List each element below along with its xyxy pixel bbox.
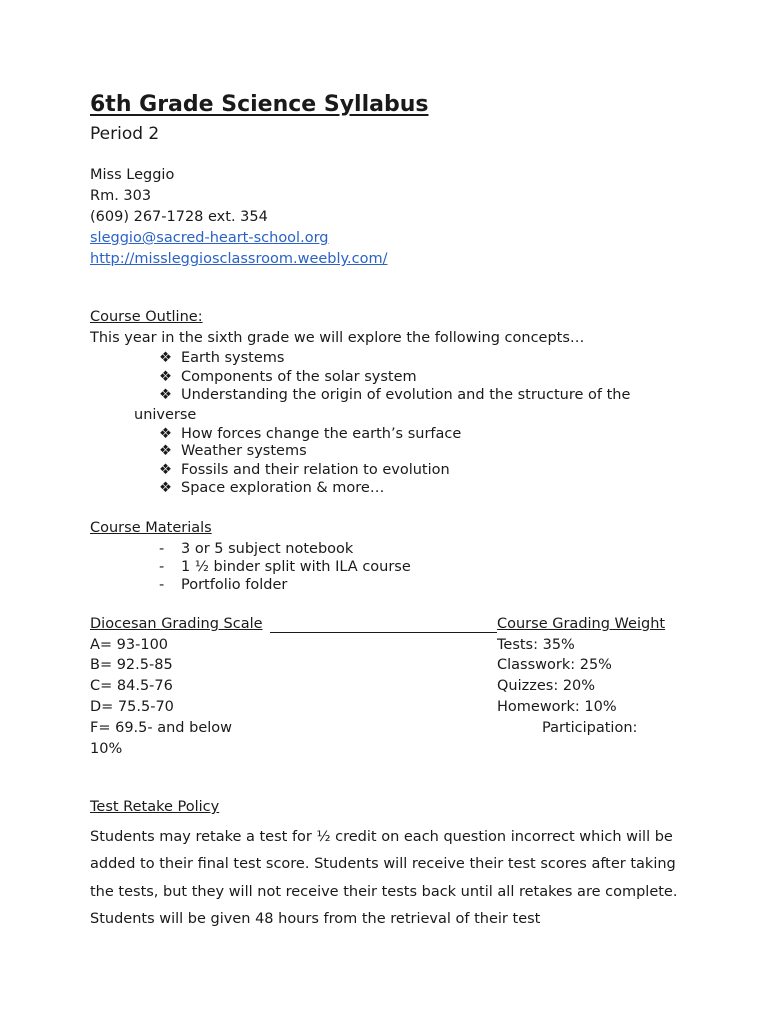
materials-item: - 1 ½ binder split with ILA course (159, 559, 411, 575)
document-title: 6th Grade Science Syllabus (90, 92, 429, 117)
grade-weight-row: Homework: 10% (497, 699, 617, 715)
heading-underline-rule (270, 632, 497, 633)
grade-weight-row: Participation: (542, 720, 638, 736)
course-outline-intro: This year in the sixth grade we will explore the following concepts… (90, 330, 585, 346)
grading-weight-heading: Course Grading Weight (497, 616, 666, 632)
grade-weight-row: Quizzes: 20% (497, 678, 596, 694)
outline-item: ❖ Components of the solar system (159, 369, 417, 385)
dash-bullet: - (159, 559, 165, 575)
diamond-bullet-icon: ❖ (159, 426, 172, 442)
grading-scale-heading: Diocesan Grading Scale (90, 616, 263, 632)
outline-item: ❖ Earth systems (159, 350, 285, 366)
retake-policy-heading: Test Retake Policy (90, 799, 220, 815)
materials-item: - 3 or 5 subject notebook (159, 541, 354, 557)
grade-scale-row: C= 84.5-76 (90, 678, 173, 694)
outline-item-continuation: universe (134, 407, 197, 423)
email-link[interactable]: sleggio@sacred-heart-school.org (90, 230, 329, 246)
outline-item: ❖ Weather systems (159, 443, 307, 459)
grade-scale-row: F= 69.5- and below (90, 720, 232, 736)
outline-item: ❖ How forces change the earth’s surface (159, 426, 462, 442)
grade-scale-row: D= 75.5-70 (90, 699, 174, 715)
grade-weight-row: Classwork: 25% (497, 657, 612, 673)
materials-item: - Portfolio folder (159, 577, 288, 593)
outline-item: ❖ Fossils and their relation to evolution (159, 462, 450, 478)
diamond-bullet-icon: ❖ (159, 462, 172, 478)
retake-policy-text: Students may retake a test for ½ credit on each question incorrect which will be added to their final test score. Students will receive their test scores after taking the tests, but they will not receive their tests back until all retakes are complete. Students will be given 48 hours from the retrieval of their test (90, 829, 678, 927)
outline-item: ❖ Understanding the origin of evolution and the structure of the (159, 387, 631, 403)
diamond-bullet-icon: ❖ (159, 369, 172, 385)
teacher-name: Miss Leggio (90, 167, 175, 183)
diamond-bullet-icon: ❖ (159, 443, 172, 459)
diamond-bullet-icon: ❖ (159, 480, 172, 496)
dash-bullet: - (159, 577, 165, 593)
grade-scale-row: B= 92.5-85 (90, 657, 173, 673)
grade-weight-row: Tests: 35% (497, 637, 575, 653)
dash-bullet: - (159, 541, 165, 557)
outline-item: ❖ Space exploration & more… (159, 480, 385, 496)
period-label: Period 2 (90, 124, 160, 144)
course-materials-heading: Course Materials (90, 520, 212, 536)
participation-value: 10% (90, 741, 123, 757)
room-number: Rm. 303 (90, 188, 152, 204)
diamond-bullet-icon: ❖ (159, 387, 172, 403)
diamond-bullet-icon: ❖ (159, 350, 172, 366)
grade-scale-row: A= 93-100 (90, 637, 169, 653)
course-outline-heading: Course Outline: (90, 309, 203, 325)
phone-number: (609) 267-1728 ext. 354 (90, 209, 268, 225)
website-link[interactable]: http://missleggiosclassroom.weebly.com/ (90, 251, 388, 267)
